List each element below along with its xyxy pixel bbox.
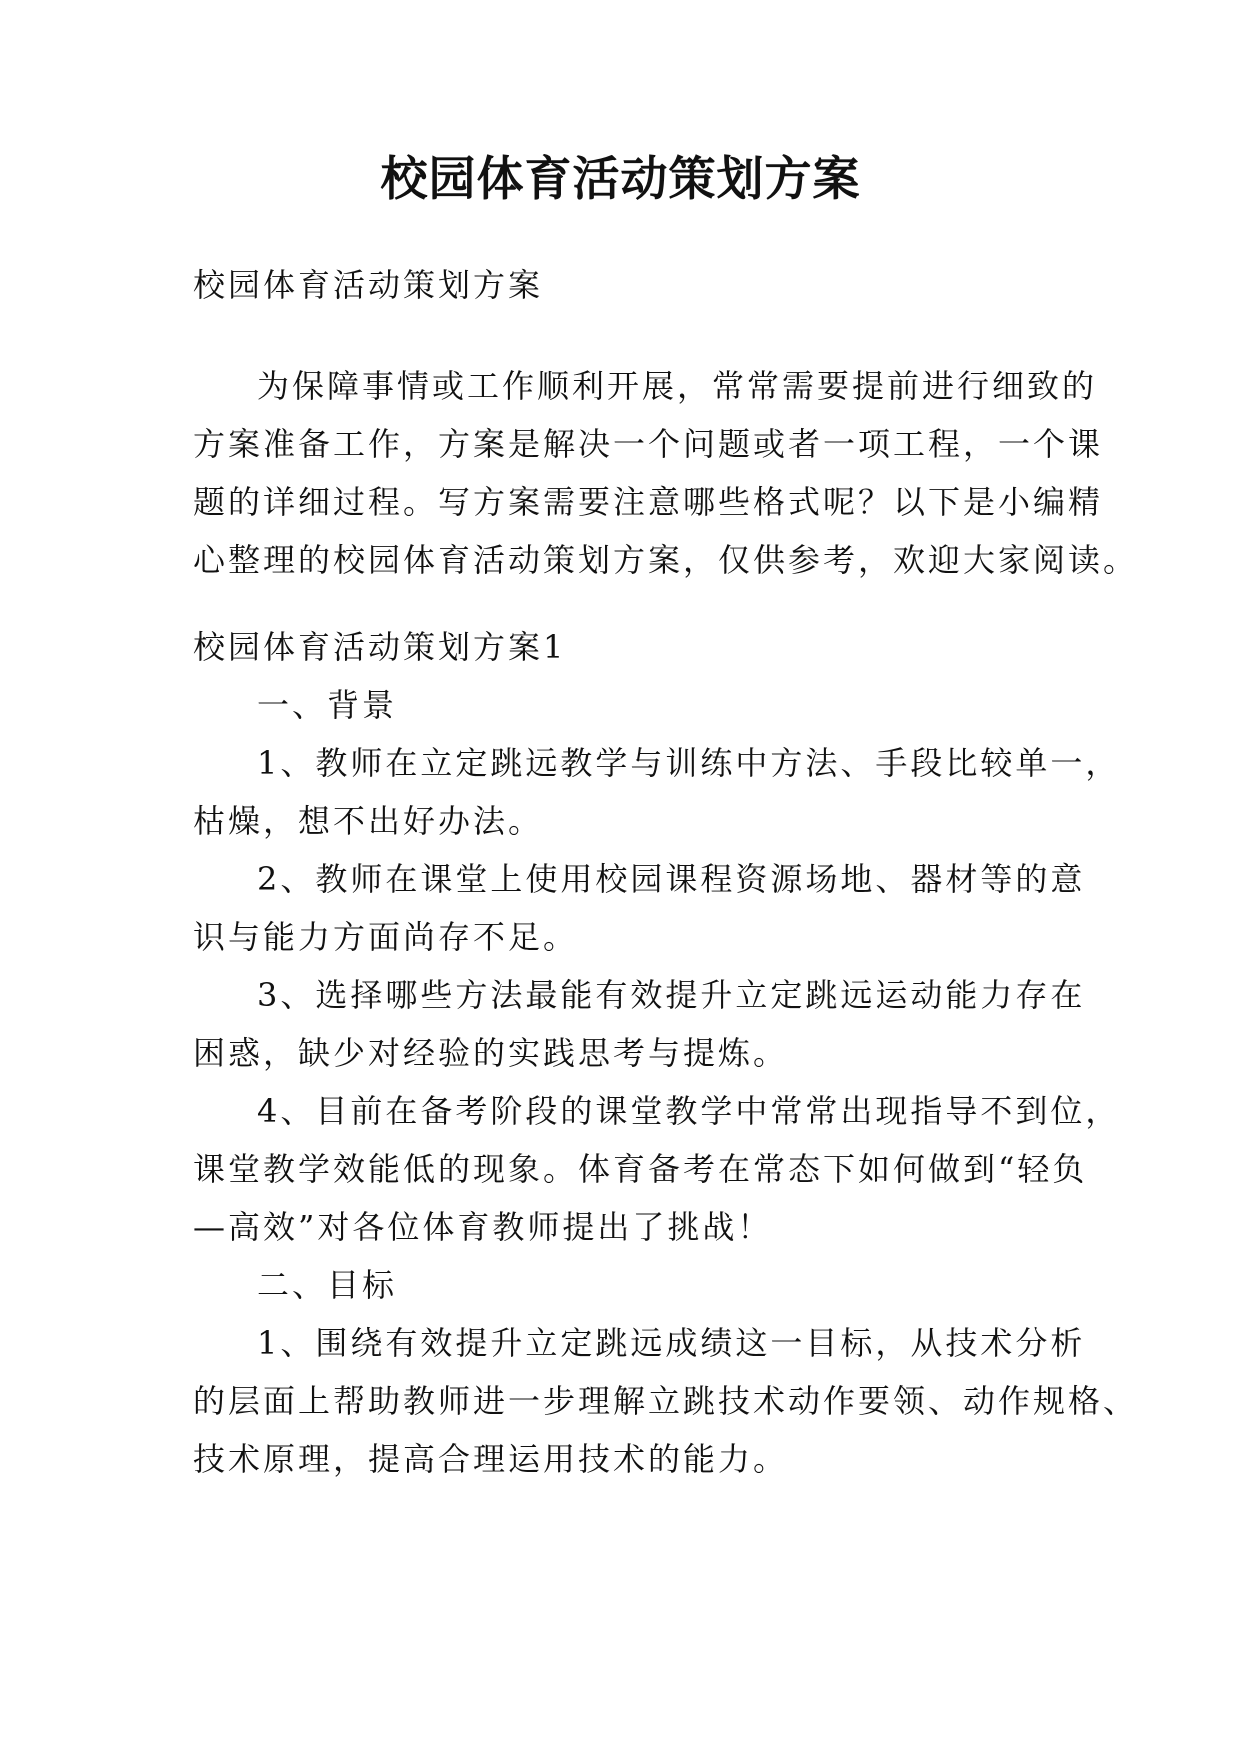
background-item-line: 2、教师在课堂上使用校园课程资源场地、器材等的意	[257, 860, 1086, 898]
intro-line: 方案准备工作，方案是解决一个问题或者一项工程，一个课	[193, 425, 1104, 463]
background-item-line: 课堂教学效能低的现象。体育备考在常态下如何做到“轻负	[193, 1150, 1088, 1188]
background-item-line: 枯燥，想不出好办法。	[193, 802, 544, 840]
background-item-line: —高效”对各位体育教师提出了挑战！	[193, 1208, 773, 1246]
document-title: 校园体育活动策划方案	[380, 152, 861, 207]
document-subtitle	[193, 256, 1053, 314]
subtitle-text: 校园体育活动策划方案	[193, 266, 544, 304]
intro-line: 题的详细过程。写方案需要注意哪些格式呢？以下是小编精	[193, 483, 1104, 521]
intro-line: 为保障事情或工作顺利开展，常常需要提前进行细致的	[257, 367, 1098, 405]
background-item-line: 3、选择哪些方法最能有效提升立定跳远运动能力存在	[257, 976, 1086, 1014]
intro-paragraph	[193, 357, 1139, 589]
background-item-line: 识与能力方面尚存不足。	[193, 918, 579, 956]
background-item-line: 1、教师在立定跳远教学与训练中方法、手段比较单一，	[257, 744, 1121, 782]
background-heading: 一、背景	[257, 686, 398, 724]
goal-heading: 二、目标	[257, 1266, 398, 1304]
goal-item-line: 1、围绕有效提升立定跳远成绩这一目标，从技术分析	[257, 1324, 1086, 1362]
section-heading: 校园体育活动策划方案1	[193, 628, 567, 666]
background-item-line: 4、目前在备考阶段的课堂教学中常常出现指导不到位，	[257, 1092, 1121, 1130]
goal-item-line: 技术原理，提高合理运用技术的能力。	[193, 1440, 789, 1478]
section-body	[193, 618, 1139, 1488]
goal-item-line: 的层面上帮助教师进一步理解立跳技术动作要领、动作规格、	[193, 1382, 1139, 1420]
background-item-line: 困惑，缺少对经验的实践思考与提炼。	[193, 1034, 789, 1072]
intro-line: 心整理的校园体育活动策划方案，仅供参考，欢迎大家阅读。	[193, 541, 1139, 579]
